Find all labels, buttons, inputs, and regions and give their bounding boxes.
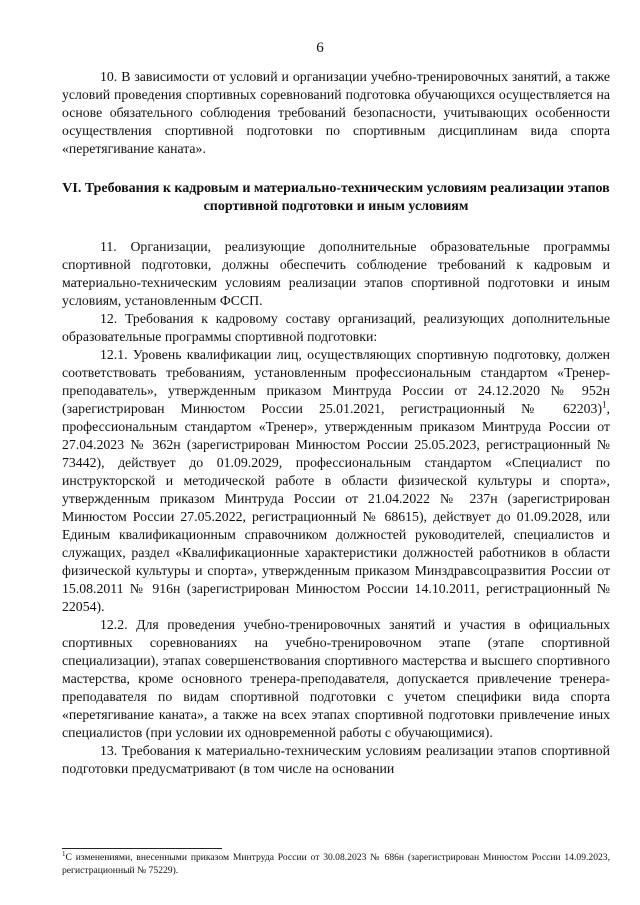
footnote-text: С изменениями, внесенными приказом Минтруда России от 30.08.2023 № 686н (зарегистрирован Минюстом России 14.09.2023, регистрационный № 75229).	[62, 852, 610, 876]
paragraph-12: 12. Требования к кадровому составу организаций, реализующих дополнительные образовательные программы спортивной подготовки:	[62, 311, 610, 344]
paragraph-12-2: 12.2. Для проведения учебно-тренировочных занятий и участия в официальных спортивных соревнованиях на учебно-тренировочном этапе (этапе спортивной специализации), этапах совершенствования спортивного мастерства и высшего спортивного мастерства, кроме основного тренера-преподавателя, допускается привлечение тренера-преподавателя по видам спортивной подготовки с учетом специфики вида спорта «перетягивание каната», а также на всех этапах спортивной подготовки привлечение иных специалистов (при условии их одновременной работы с обучающимися).	[62, 617, 610, 740]
section-heading: VI. Требования к кадровым и материально-техническим условиям реализации этапов спортивной подготовки и иным условиям	[62, 181, 610, 214]
page-number: 6	[316, 40, 324, 56]
paragraph-12-1-text-a: 12.1. Уровень квалификации лиц, осуществляющих спортивную подготовку, должен соответствовать требованиям, установленным профессиональным стандартом «Тренер-преподаватель», утвержденным приказом Минтруда России от 24.12.2020 № 952н (зарегистрирован Минюстом России 25.01.2021, регистрационный № 62203)	[62, 347, 610, 416]
document-body	[62, 68, 610, 778]
footnote-reference: 1	[602, 399, 607, 410]
paragraph-10: 10. В зависимости от условий и организации учебно-тренировочных занятий, а также условий проведения спортивных соревнований подготовка обучающихся осуществляется на основе обязательного соблюдения требований безопасности, учитывающих особенности осуществления спортивной подготовки по спортивным дисциплинам вида спорта «перетягивание каната».	[62, 69, 610, 156]
paragraph-13: 13. Требования к материально-техническим условиям реализации этапов спортивной подготовки предусматривают (в том числе на основании	[62, 743, 610, 776]
footnote	[62, 851, 610, 877]
paragraph-12-1	[62, 346, 610, 616]
footnote-marker: 1	[62, 849, 66, 858]
footnote-divider	[62, 848, 222, 849]
paragraph-12-1-text-b: , профессиональным стандартом «Тренер», утвержденным приказом Минтруда России от 27.04.2023 № 362н (зарегистрирован Минюстом России 25.05.2023, регистрационный № 73442), действует до 01.09.2029, профессиональным стандартом «Специалист по инструкторской и методической работе в области физической культуры и спорта», утвержденным приказом Минтруда России от 21.04.2022 № 237н (зарегистрирован Минюстом России 27.05.2022, регистрационный № 68615), действует до 01.09.2028, или Единым квалификационным справочником должностей руководителей, специалистов и служащих, раздел «Квалификационные характеристики должностей работников в области физической культуры и спорта», утвержденным приказом Минздравсоцразвития России от 15.08.2011 № 916н (зарегистрирован Минюстом России 14.10.2011, регистрационный № 22054).	[62, 401, 610, 614]
paragraph-11: 11. Организации, реализующие дополнительные образовательные программы спортивной подготовки, должны обеспечить соблюдение требований к кадровым и материально-техническим условиям реализации этапов спортивной подготовки и иным условиям, установленным ФССП.	[62, 239, 610, 308]
